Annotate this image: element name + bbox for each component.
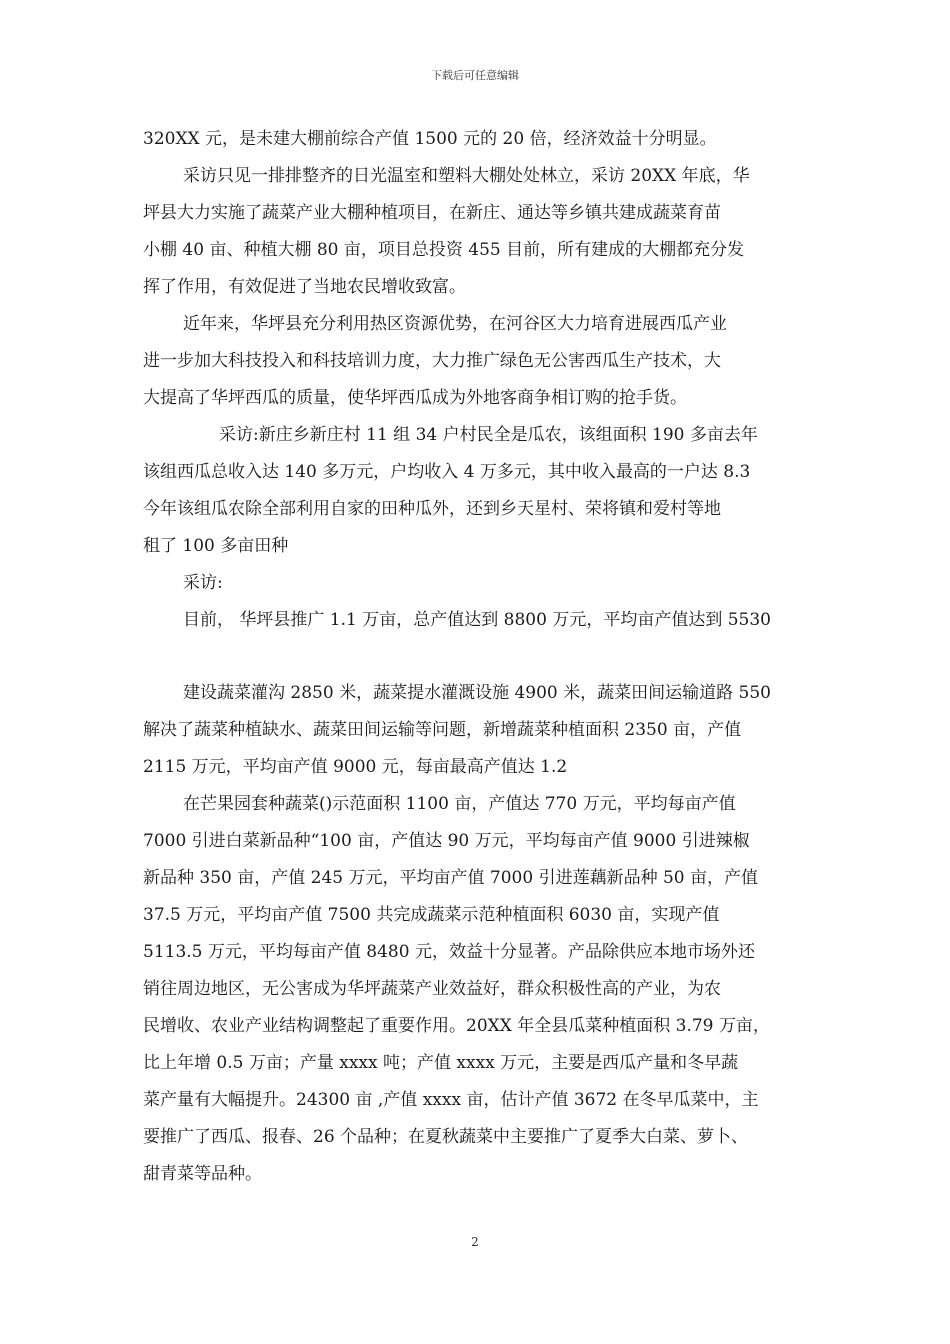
text-line: 320XX 元，是未建大棚前综合产值 1500 元的 20 倍，经济效益十分明显。 xyxy=(143,129,717,149)
paragraph-start: 采访:新庄乡新庄村 11 组 34 户村民全是瓜农，该组面积 190 多亩去年 xyxy=(219,425,758,445)
text-line: 37.5 万元，平均亩产值 7500 共完成蔬菜示范种植面积 6030 亩，实现产值 xyxy=(143,905,720,925)
text-line: 解决了蔬菜种植缺水、蔬菜田间运输等问题，新增蔬菜种植面积 2350 亩，产值 xyxy=(143,720,742,740)
paragraph-start: 建设蔬菜灌沟 2850 米，蔬菜提水灌溉设施 4900 米，蔬菜田间运输道路 550 xyxy=(183,683,771,703)
text-line: 销往周边地区，无公害成为华坪蔬菜产业效益好，群众积极性高的产业，为农 xyxy=(143,979,721,999)
document-body xyxy=(143,121,843,1193)
text-line: 新品种 350 亩，产值 245 万元，平均亩产值 7000 引进莲藕新品种 50 亩，产值 xyxy=(143,868,759,888)
text-line: 7000 引进白菜新品种“100 亩，产值达 90 万元，平均每亩产值 9000 引进辣椒 xyxy=(143,831,750,851)
text-line: 挥了作用，有效促进了当地农民增收致富。 xyxy=(143,277,466,297)
paragraph-gap xyxy=(143,639,843,675)
page-number: 2 xyxy=(471,1235,479,1249)
text-line: 要推广了西瓜、报春、26 个品种；在夏秋蔬菜中主要推广了夏季大白菜、萝卜、 xyxy=(143,1127,749,1147)
paragraph-start: 采访只见一排排整齐的日光温室和塑料大棚处处林立，采访 20XX 年底，华 xyxy=(183,166,750,186)
text-line: 今年该组瓜农除全部利用自家的田种瓜外，还到乡天星村、荣将镇和爱村等地 xyxy=(143,499,721,519)
text-line: 坪县大力实施了蔬菜产业大棚种植项目，在新庄、通达等乡镇共建成蔬菜育苗 xyxy=(143,203,721,223)
text-line: 小棚 40 亩、种植大棚 80 亩，项目总投资 455 目前，所有建成的大棚都充分发 xyxy=(143,240,745,260)
text-line: 比上年增 0.5 万亩；产量 xxxx 吨；产值 xxxx 万元，主要是西瓜产量和冬早蔬 xyxy=(143,1053,739,1073)
text-line: 进一步加大科技投入和科技培训力度，大力推广绿色无公害西瓜生产技术，大 xyxy=(143,351,721,371)
text-line: 菜产量有大幅提升。24300 亩 ,产值 xxxx 亩，估计产值 3672 在冬早瓜菜中，主 xyxy=(143,1090,759,1110)
text-line: 租了 100 多亩田种 xyxy=(143,536,289,556)
text-line: 民增收、农业产业结构调整起了重要作用。20XX 年全县瓜菜种植面积 3.79 万亩， xyxy=(143,1016,770,1036)
text-line: 2115 万元，平均亩产值 9000 元，每亩最高产值达 1.2 xyxy=(143,757,568,777)
paragraph-start: 在芒果园套种蔬菜()示范面积 1100 亩，产值达 770 万元，平均每亩产值 xyxy=(183,794,736,814)
text-line: 大提高了华坪西瓜的质量，使华坪西瓜成为外地客商争相订购的抢手货。 xyxy=(143,388,687,408)
paragraph-start: 采访: xyxy=(183,573,223,593)
paragraph-start: 近年来，华坪县充分利用热区资源优势，在河谷区大力培育进展西瓜产业 xyxy=(183,314,727,334)
text-line: 5113.5 万元，平均每亩产值 8480 元，效益十分显著。产品除供应本地市场外还 xyxy=(143,942,755,962)
paragraph-start: 目前， 华坪县推广 1.1 万亩，总产值达到 8800 万元，平均亩产值达到 5530 xyxy=(183,610,771,630)
text-line: 该组西瓜总收入达 140 多万元，户均收入 4 万多元，其中收入最高的一户达 8.3 xyxy=(143,462,751,482)
page-header: 下载后可任意编辑 xyxy=(431,69,519,82)
text-line: 甜青菜等品种。 xyxy=(143,1164,262,1184)
